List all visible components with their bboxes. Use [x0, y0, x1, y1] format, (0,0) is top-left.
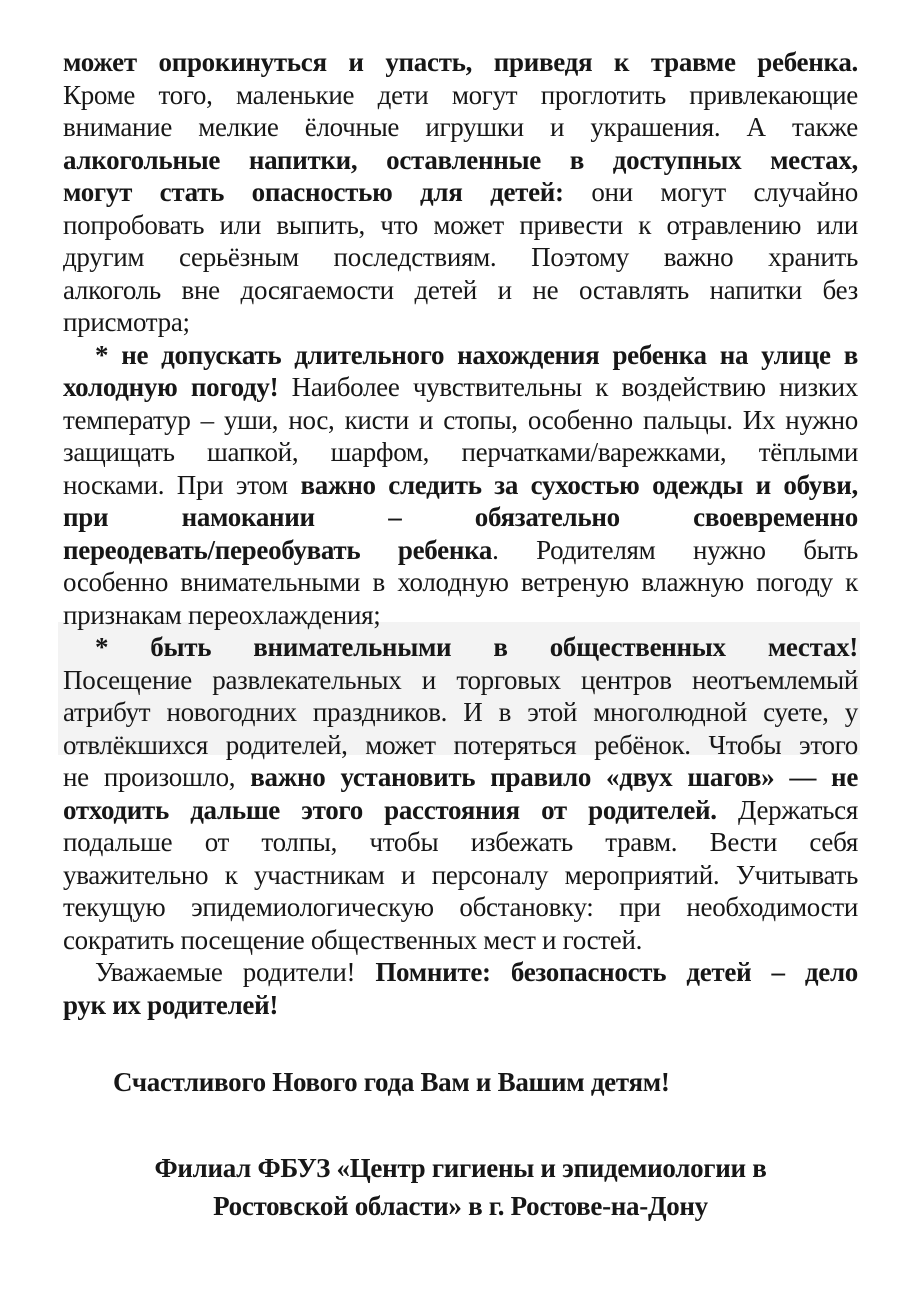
- text-line: [63, 761, 858, 794]
- text-line: [63, 631, 858, 664]
- text-run: не произошло,: [63, 762, 251, 792]
- text-run: * не допускать длительного нахождения ребенка на улице в: [95, 339, 858, 370]
- text-run: алкогольные напитки, оставленные в доступных местах,: [63, 144, 858, 175]
- text-run: . Родителям нужно быть: [492, 534, 858, 565]
- text-run: * быть внимательными в общественных местах!: [95, 632, 858, 662]
- text-line: [63, 1066, 858, 1099]
- text-run: признакам переохлаждения;: [63, 599, 381, 630]
- text-run: особенно внимательными в холодную ветреную влажную погоду к: [63, 567, 858, 597]
- text-run: Кроме того, маленькие дети могут проглотить привлекающие: [63, 79, 858, 110]
- text-line: [63, 111, 858, 144]
- text-line: [63, 891, 858, 924]
- text-line: [63, 599, 858, 632]
- text-run: важно следить за сухостью одежды и обуви,: [300, 469, 858, 500]
- text-line: [63, 209, 858, 242]
- text-run: переодевать/переобувать ребенка: [63, 534, 493, 565]
- text-run: атрибут новогодних праздников. И в этой многолюдной суете, у: [63, 697, 858, 727]
- text-line: [63, 501, 858, 534]
- text-run: внимание мелкие ёлочные игрушки и украшения. А также: [63, 112, 858, 142]
- text-line: [63, 664, 858, 697]
- org-signature: [63, 1149, 858, 1225]
- text-run: подальше от толпы, чтобы избежать травм. Вести себя: [63, 827, 858, 857]
- text-run: температур – уши, нос, кисти и стопы, особенно пальцы. Их нужно: [63, 404, 858, 435]
- paragraph-cold-weather: [63, 339, 858, 632]
- text-run: сократить посещение общественных мест и гостей.: [63, 924, 643, 955]
- text-line: [63, 794, 858, 827]
- paragraph-tree-alcohol: [63, 46, 858, 339]
- text-run: холодную погоду!: [63, 372, 292, 402]
- text-run: рук их родителей!: [63, 989, 279, 1020]
- paragraph-reminder: [63, 956, 858, 1021]
- text-run: попробовать или выпить, что может привести к отравлению или: [63, 209, 858, 240]
- text-line: [63, 566, 858, 599]
- text-run: алкоголь вне досягаемости детей и не оставлять напитки без: [63, 274, 858, 305]
- text-run: Посещение развлекательных и торговых центров неотъемлемый: [63, 664, 858, 695]
- greeting-line: [63, 1066, 858, 1099]
- text-line: [63, 371, 858, 404]
- text-run: важно установить правило «двух шагов» — не: [250, 762, 859, 792]
- text-line: [63, 274, 858, 307]
- text-line: [63, 469, 858, 502]
- text-run: защищать шапкой, шарфом, перчатками/варежками, тёплыми: [63, 437, 858, 467]
- text-line: [63, 144, 858, 177]
- text-run: отвлёкшихся родителей, может потеряться ребёнок. Чтобы этого: [63, 729, 858, 760]
- text-line: [63, 956, 858, 989]
- text-line: [63, 989, 858, 1022]
- text-run: при намокании – обязательно своевременно: [63, 502, 858, 532]
- text-line: [63, 924, 858, 957]
- text-run: Держаться: [738, 794, 858, 825]
- text-line: [63, 826, 858, 859]
- text-line: [63, 241, 858, 274]
- paragraph-public-places: [63, 631, 858, 956]
- text-run: они могут случайно: [591, 177, 858, 207]
- text-line: [63, 339, 858, 372]
- text-line: [63, 436, 858, 469]
- text-run: другим серьёзным последствиям. Поэтому важно хранить: [63, 242, 858, 272]
- text-run: текущую эпидемиологическую обстановку: при необходимости: [63, 892, 858, 922]
- text-line: [63, 534, 858, 567]
- text-line: [63, 404, 858, 437]
- text-run: Филиал ФБУЗ «Центр гигиены и эпидемиологии в: [154, 1152, 767, 1183]
- text-run: Ростовской области» в г. Ростове-на-Дону: [213, 1190, 708, 1221]
- text-run: носками. При этом: [63, 469, 301, 500]
- text-run: может опрокинуться и упасть, приведя к травме ребенка.: [63, 47, 858, 77]
- text-line: [63, 729, 858, 762]
- text-run: присмотра;: [63, 307, 190, 337]
- text-run: могут стать опасностью для детей:: [63, 177, 592, 207]
- text-line: [63, 306, 858, 339]
- text-line: [63, 176, 858, 209]
- document-text: [63, 46, 858, 1225]
- text-run: уважительно к участникам и персоналу мероприятий. Учитывать: [63, 859, 858, 890]
- text-line: [63, 1187, 858, 1225]
- text-line: [63, 859, 858, 892]
- text-line: [63, 79, 858, 112]
- text-run: Уважаемые родители!: [95, 957, 376, 987]
- text-line: [63, 1149, 858, 1187]
- text-line: [63, 46, 858, 79]
- text-run: Помните: безопасность детей – дело: [375, 957, 858, 987]
- text-line: [63, 696, 858, 729]
- text-run: Наиболее чувствительны к воздействию низких: [291, 372, 858, 402]
- text-run: отходить дальше этого расстояния от родителей.: [63, 794, 738, 825]
- text-run: Счастливого Нового года Вам и Вашим детям!: [113, 1067, 670, 1097]
